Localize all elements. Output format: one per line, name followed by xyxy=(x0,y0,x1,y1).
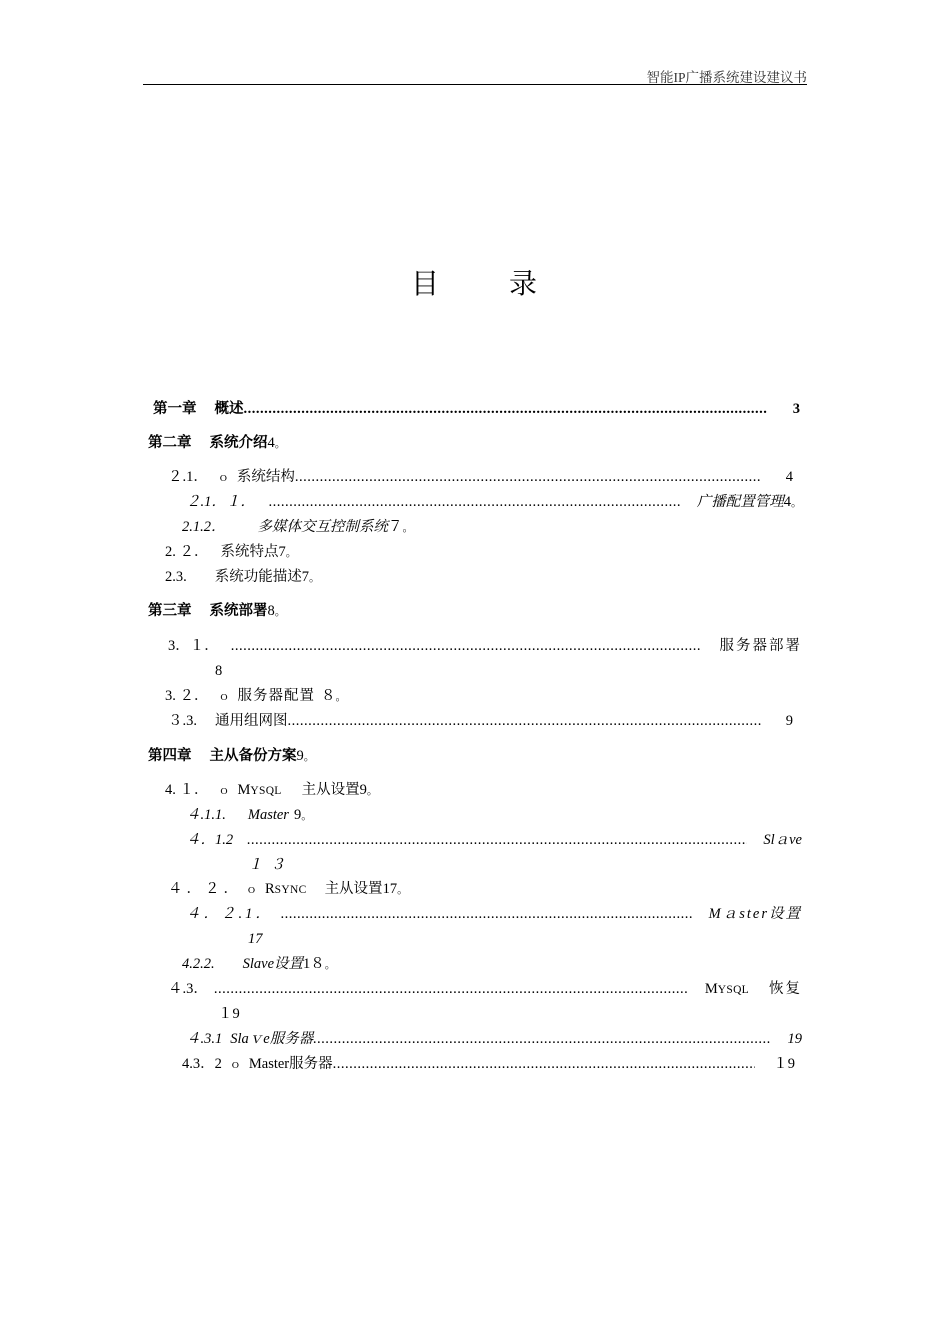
toc-ch2-title: 系统介绍 xyxy=(209,435,268,451)
toc-4-3-2-num: 4.3．2 xyxy=(182,1056,222,1072)
toc-ch3-label: 第三章 xyxy=(148,603,192,619)
toc-3-3-page: 9 xyxy=(785,713,793,729)
toc-2-1-2-page: ７ xyxy=(388,519,403,535)
toc-4-2-2-page: 1８ xyxy=(303,956,325,972)
toc-4-1-2-num: ４．1.2 xyxy=(186,832,234,848)
toc-ch2-label: 第二章 xyxy=(148,435,192,451)
toc-2-1-1-page: 4 xyxy=(783,494,791,510)
toc-ch3-page: 8 xyxy=(267,603,275,619)
toc-4-1-1-page: 9 xyxy=(293,807,302,823)
toc-2-1-2-num: 2.1.2． xyxy=(182,519,226,535)
toc-4-2-title-sc: SYNC xyxy=(274,884,307,896)
toc-4-3-title-a: M xyxy=(704,981,718,997)
toc-entry-3-3[interactable] xyxy=(168,710,793,732)
toc-2-3-num: 2.3. xyxy=(165,569,187,585)
toc-entry-2-3[interactable]: 2.3. 系统功能描述7。 xyxy=(165,569,320,585)
toc-4-3-title-b: 恢复 xyxy=(769,981,802,997)
toc-2-2-page: 7 xyxy=(278,544,286,560)
toc-4-1-1-title: Master xyxy=(247,807,289,823)
toc-4-2-page: 17 xyxy=(382,881,398,897)
toc-entry-2-1[interactable]: ２.1． ｏ 系统结构 ..... 4 xyxy=(168,466,793,488)
toc-4-1-2-page: １３ xyxy=(248,857,293,873)
toc-2-1-1-num: ２.1．１． xyxy=(186,494,255,510)
toc-2-1-page: 4 xyxy=(785,469,793,485)
header-divider xyxy=(143,84,807,85)
toc-entry-ch2[interactable]: 第二章 系统介绍4。 xyxy=(148,435,286,451)
toc-entry-4-3[interactable] xyxy=(168,978,802,1000)
toc-3-1-title: 服务器部署 xyxy=(719,638,802,654)
toc-ch1-title: 概述 xyxy=(214,401,244,417)
toc-2-2-title: 系统特点 xyxy=(220,544,279,560)
toc-4-3-page: １9 xyxy=(218,1006,240,1022)
toc-entry-4-3-2[interactable]: 4.3．2 ｏ Master服务器 ..... １9 xyxy=(182,1053,795,1075)
toc-ch4-page: 9 xyxy=(296,748,304,764)
page-title xyxy=(0,262,950,302)
toc-entry-ch4[interactable]: 第四章 主从备份方案9。 xyxy=(148,748,315,764)
toc-entry-3-2[interactable]: 3. ２． ｏ 服务器配置 ８。 xyxy=(165,688,347,704)
toc-entry-4-1[interactable]: 4. １． ｏ MYSQL 主从设置9。 xyxy=(165,782,378,798)
toc-2-3-title: 系统功能描述 xyxy=(214,569,302,585)
toc-3-2-num: 3. ２． xyxy=(165,688,209,704)
toc-4-2-1-num: ４．２.1． xyxy=(186,906,273,922)
toc-2-2-num: 2. ２． xyxy=(165,544,209,560)
toc-4-3-1-title: Slaｖe服务器 xyxy=(230,1031,314,1047)
toc-3-1-page: 8 xyxy=(215,663,223,679)
toc-entry-4-2-1[interactable] xyxy=(186,903,802,925)
toc-ch1-page: 3 xyxy=(792,401,800,417)
toc-entry-3-1-page xyxy=(215,660,802,682)
toc-3-2-title: 服务器配置 xyxy=(237,688,315,704)
toc-4-1-1-num: ４.1.1. xyxy=(186,807,226,823)
toc-ch4-title: 主从备份方案 xyxy=(209,748,297,764)
toc-2-1-1-title: 广播配置管理 xyxy=(696,494,784,510)
toc-entry-2-2[interactable]: 2. ２． 系统特点7。 xyxy=(165,544,297,560)
toc-4-3-2-title: Master服务器 xyxy=(248,1056,333,1072)
toc-entry-4-2-1-page xyxy=(248,928,802,950)
toc-4-1-title-a: M xyxy=(237,782,251,798)
toc-entry-ch1[interactable] xyxy=(153,398,800,420)
toc-4-2-2-title: Slave设置 xyxy=(242,956,304,972)
toc-ch4-label: 第四章 xyxy=(148,748,192,764)
toc-4-2-1-page: 17 xyxy=(248,931,263,947)
toc-4-2-title-b: 主从设置 xyxy=(324,881,383,897)
toc-4-2-title-a: R xyxy=(265,881,275,897)
toc-entry-4-1-2-page xyxy=(248,854,802,876)
toc-entry-4-2-2[interactable]: 4.2.2. Slave设置1８。 xyxy=(182,956,336,972)
toc-4-1-page: 9 xyxy=(359,782,367,798)
toc-4-2-2-num: 4.2.2. xyxy=(182,956,215,972)
toc-3-3-title: 通用组网图 xyxy=(215,713,288,729)
page-title-left: 目 xyxy=(410,267,441,300)
toc-4-1-2-title: Slａve xyxy=(763,832,802,848)
toc-4-1-title-b: 主从设置 xyxy=(301,782,360,798)
toc-entry-4-2[interactable]: ４．２． ｏ RSYNC 主从设置17。 xyxy=(168,881,409,897)
toc-2-1-title: 系统结构 xyxy=(236,469,295,485)
toc-3-1-num: 3．１． xyxy=(168,638,219,654)
toc-4-3-1-num: ４.3.1 xyxy=(186,1031,223,1047)
toc-3-2-page: ８ xyxy=(321,688,336,704)
toc-entry-4-1-2[interactable] xyxy=(186,829,802,851)
toc-4-3-title-sc: YSQL xyxy=(717,984,749,996)
toc-4-3-1-page: 19 xyxy=(787,1031,802,1047)
toc-ch1-label: 第一章 xyxy=(153,401,197,417)
toc-4-3-2-page: １9 xyxy=(773,1056,795,1072)
toc-4-2-num: ４．２． xyxy=(168,881,242,897)
toc-entry-4-1-1[interactable]: ４.1.1. Master 9。 xyxy=(186,807,313,823)
toc-ch2-page: 4 xyxy=(267,435,275,451)
toc-4-1-title-sc: YSQL xyxy=(250,785,282,797)
toc-entry-2-1-2[interactable]: 2.1.2． 多媒体交互控制系统７。 xyxy=(182,519,414,535)
page-title-right: 录 xyxy=(509,267,540,300)
toc-2-1-num: ２.1． xyxy=(168,469,208,485)
toc-entry-ch3[interactable]: 第三章 系统部署8。 xyxy=(148,603,286,619)
toc-4-1-num: 4. １． xyxy=(165,782,209,798)
toc-3-3-num: ３.3. xyxy=(168,713,197,729)
toc-ch3-title: 系统部署 xyxy=(209,603,268,619)
running-header-title: 智能IP广播系统建设建议书 xyxy=(646,70,807,85)
toc-entry-4-3-1[interactable] xyxy=(186,1028,802,1050)
toc-2-1-2-title: 多媒体交互控制系统 xyxy=(257,519,388,535)
toc-entry-3-1[interactable] xyxy=(168,635,802,657)
toc-4-2-1-title: Mａster设置 xyxy=(708,906,802,922)
toc-4-3-num: ４.3． xyxy=(168,981,208,997)
toc-entry-4-3-page xyxy=(218,1003,802,1025)
toc-2-3-page: 7 xyxy=(301,569,309,585)
toc-entry-2-1-1[interactable]: ２.1．１． ..... 广播配置管理 4 。 xyxy=(186,491,802,513)
